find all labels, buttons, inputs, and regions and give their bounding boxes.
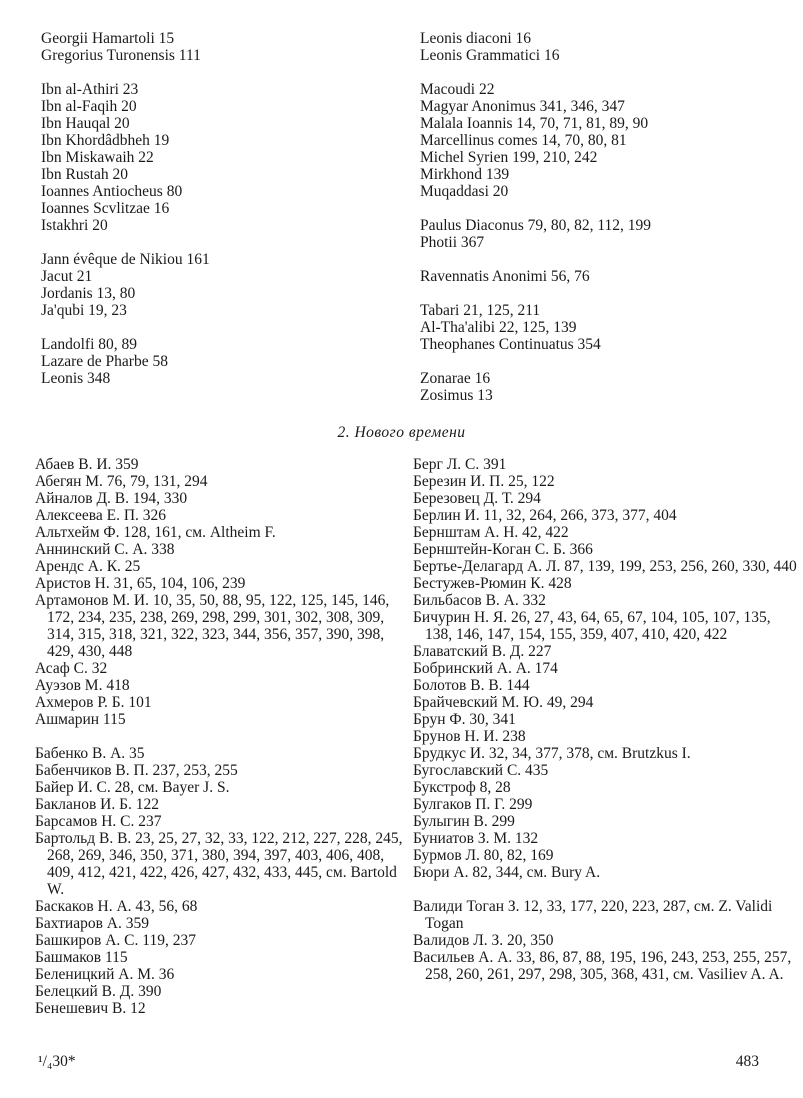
index-entry: Бильбасов В. А. 332 (413, 592, 546, 609)
index-entry: Валидов Л. З. 20, 350 (413, 932, 554, 949)
modern-left-column (35, 456, 410, 1017)
index-entry: Барсамов Н. С. 237 (35, 813, 162, 830)
index-entry: Gregorius Turonensis 111 (41, 47, 201, 64)
index-entry: Ашмарин 115 (35, 711, 126, 728)
index-entry: Бобринский А. А. 174 (413, 660, 558, 677)
index-entry: Башкиров А. С. 119, 237 (35, 932, 196, 949)
index-entry: Landolfi 80, 89 (41, 336, 137, 353)
index-entry: Ауэзов М. 418 (35, 677, 130, 694)
index-entry: Michel Syrien 199, 210, 242 (420, 149, 598, 166)
section-title: 2. Нового времени (337, 424, 466, 441)
index-entry: Берг Л. С. 391 (413, 456, 507, 473)
index-letter-group (41, 251, 401, 319)
index-entry: Бартольд В. В. 23, 25, 27, 32, 33, 122, 212, 227, 228, 245, 268, 269, 346, 350, 371, 380, 394, 397, 403, 406, 408, 409, 412, 421, 422, 426, 427, 432, 433, 445, см. Bartold W. (35, 830, 403, 898)
index-letter-group (41, 30, 401, 64)
index-letter-group (41, 336, 401, 387)
index-entry: Абегян М. 76, 79, 131, 294 (35, 473, 208, 490)
index-letter-group (420, 81, 790, 200)
index-entry: Muqaddasi 20 (420, 183, 509, 200)
signature-mark: ¹/₄30* (38, 1053, 76, 1070)
index-entry: Буниатов З. М. 132 (413, 830, 539, 847)
index-letter-group (420, 370, 790, 404)
page-number: 483 (735, 1053, 759, 1070)
index-entry: Башмаков 115 (35, 949, 128, 966)
index-entry: Абаев В. И. 359 (35, 456, 139, 473)
index-entry: Marcellinus comes 14, 70, 80, 81 (420, 132, 627, 149)
index-entry: Брун Ф. 30, 341 (413, 711, 516, 728)
index-entry: Ibn Khordâdbheh 19 (41, 132, 170, 149)
index-entry: Zosimus 13 (420, 387, 493, 404)
index-entry: Аннинский С. А. 338 (35, 541, 175, 558)
index-letter-group (35, 745, 410, 1017)
index-entry: Бичурин Н. Я. 26, 27, 43, 64, 65, 67, 104, 105, 107, 135, 138, 146, 147, 154, 155, 359, 407, 410, 420, 422 (413, 609, 771, 643)
index-entry: Болотов В. В. 144 (413, 677, 530, 694)
index-entry: Macoudi 22 (420, 81, 495, 98)
index-entry: Букстроф 8, 28 (413, 779, 511, 796)
index-entry: Mirkhond 139 (420, 166, 510, 183)
index-entry: Ravennatis Anonimi 56, 76 (420, 268, 590, 285)
index-entry: Бертье-Делагард А. Л. 87, 139, 199, 253, 256, 260, 330, 440 (413, 558, 797, 575)
index-entry: Бабенко В. А. 35 (35, 745, 145, 762)
index-entry: Бенешевич В. 12 (35, 1000, 146, 1017)
index-entry: Аристов Н. 31, 65, 104, 106, 239 (35, 575, 246, 592)
index-entry: Ibn Miskawaih 22 (41, 149, 154, 166)
index-entry: Бакланов И. Б. 122 (35, 796, 160, 813)
index-entry: Бугославский С. 435 (413, 762, 549, 779)
index-entry: Theophanes Continuatus 354 (420, 336, 601, 353)
sources-right-column (420, 30, 790, 404)
index-letter-group (413, 456, 798, 881)
index-entry: Валиди Тоган З. 12, 33, 177, 220, 223, 287, см. Z. Validi Togan (413, 898, 773, 932)
index-entry: Ibn Rustah 20 (41, 166, 128, 183)
index-entry: Ibn al-Athiri 23 (41, 81, 139, 98)
index-entry: Paulus Diaconus 79, 80, 82, 112, 199 (420, 217, 652, 234)
index-entry: Бернштам А. Н. 42, 422 (413, 524, 569, 541)
index-entry: Блаватский В. Д. 227 (413, 643, 552, 660)
index-entry: Бурмов Л. 80, 82, 169 (413, 847, 554, 864)
index-entry: Ibn al-Faqih 20 (41, 98, 137, 115)
index-entry: Jordanis 13, 80 (41, 285, 136, 302)
index-entry: Leonis 348 (41, 370, 111, 387)
index-entry: Ioannes Antiocheus 80 (41, 183, 183, 200)
index-entry: Ахмеров Р. Б. 101 (35, 694, 152, 711)
index-entry: Malala Ioannis 14, 70, 71, 81, 89, 90 (420, 115, 649, 132)
index-entry: Березин И. П. 25, 122 (413, 473, 555, 490)
index-entry: Leonis diaconi 16 (420, 30, 532, 47)
index-letter-group (35, 456, 410, 728)
index-entry: Leonis Grammatici 16 (420, 47, 560, 64)
index-entry: Istakhri 20 (41, 217, 108, 234)
index-entry: Magyar Anonimus 341, 346, 347 (420, 98, 625, 115)
index-entry: Бабенчиков В. П. 237, 253, 255 (35, 762, 238, 779)
index-entry: Бахтиаров А. 359 (35, 915, 149, 932)
index-entry: Булгаков П. Г. 299 (413, 796, 533, 813)
index-entry: Асаф С. 32 (35, 660, 108, 677)
index-entry: Березовец Д. Т. 294 (413, 490, 541, 507)
index-entry: Берлин И. 11, 32, 264, 266, 373, 377, 404 (413, 507, 677, 524)
index-entry: Беленицкий А. М. 36 (35, 966, 175, 983)
index-entry: Zonarae 16 (420, 370, 491, 387)
index-entry: Бернштейн-Коган С. Б. 366 (413, 541, 593, 558)
index-entry: Айналов Д. В. 194, 330 (35, 490, 188, 507)
index-entry: Алексеева Е. П. 326 (35, 507, 167, 524)
index-entry: Jacut 21 (41, 268, 93, 285)
index-entry: Бестужев-Рюмин К. 428 (413, 575, 572, 592)
index-entry: Байер И. С. 28, см. Bayer J. S. (35, 779, 230, 796)
index-entry: Брудкус И. 32, 34, 377, 378, см. Brutzkus I. (413, 745, 691, 762)
modern-right-column (413, 456, 798, 983)
index-entry: Al-Tha'alibi 22, 125, 139 (420, 319, 577, 336)
index-letter-group (41, 81, 401, 234)
index-entry: Jann évêque de Nikiou 161 (41, 251, 210, 268)
index-entry: Белецкий В. Д. 390 (35, 983, 162, 1000)
index-entry: Брайчевский М. Ю. 49, 294 (413, 694, 594, 711)
index-entry: Васильев А. А. 33, 86, 87, 88, 195, 196, 243, 253, 255, 257, 258, 260, 261, 297, 298, 305, 368, 431, см. Vasiliev A. A. (413, 949, 792, 983)
index-entry: Артамонов М. И. 10, 35, 50, 88, 95, 122, 125, 145, 146, 172, 234, 235, 238, 269, 298, 299, 301, 302, 308, 309, 314, 315, 318, 321, 322, 323, 344, 356, 357, 390, 398, 429, 430, 448 (35, 592, 390, 660)
sources-left-column (41, 30, 401, 387)
index-entry: Брунов Н. И. 238 (413, 728, 526, 745)
index-letter-group (413, 898, 798, 983)
index-entry: Булыгин В. 299 (413, 813, 515, 830)
index-letter-group (420, 302, 790, 353)
index-entry: Ibn Hauqal 20 (41, 115, 130, 132)
index-letter-group (420, 268, 790, 285)
index-entry: Арендс А. К. 25 (35, 558, 141, 575)
index-entry: Lazare de Pharbe 58 (41, 353, 168, 370)
index-entry: Tabari 21, 125, 211 (420, 302, 541, 319)
index-entry: Ioannes Scvlitzae 16 (41, 200, 170, 217)
index-entry: Ja'qubi 19, 23 (41, 302, 127, 319)
index-entry: Georgii Hamartoli 15 (41, 30, 175, 47)
index-entry: Альтхейм Ф. 128, 161, см. Altheim F. (35, 524, 276, 541)
index-entry: Бюри А. 82, 344, см. Bury A. (413, 864, 601, 881)
index-letter-group (420, 217, 790, 251)
index-entry: Баскаков Н. А. 43, 56, 68 (35, 898, 198, 915)
index-letter-group (420, 30, 790, 64)
index-entry: Photii 367 (420, 234, 485, 251)
